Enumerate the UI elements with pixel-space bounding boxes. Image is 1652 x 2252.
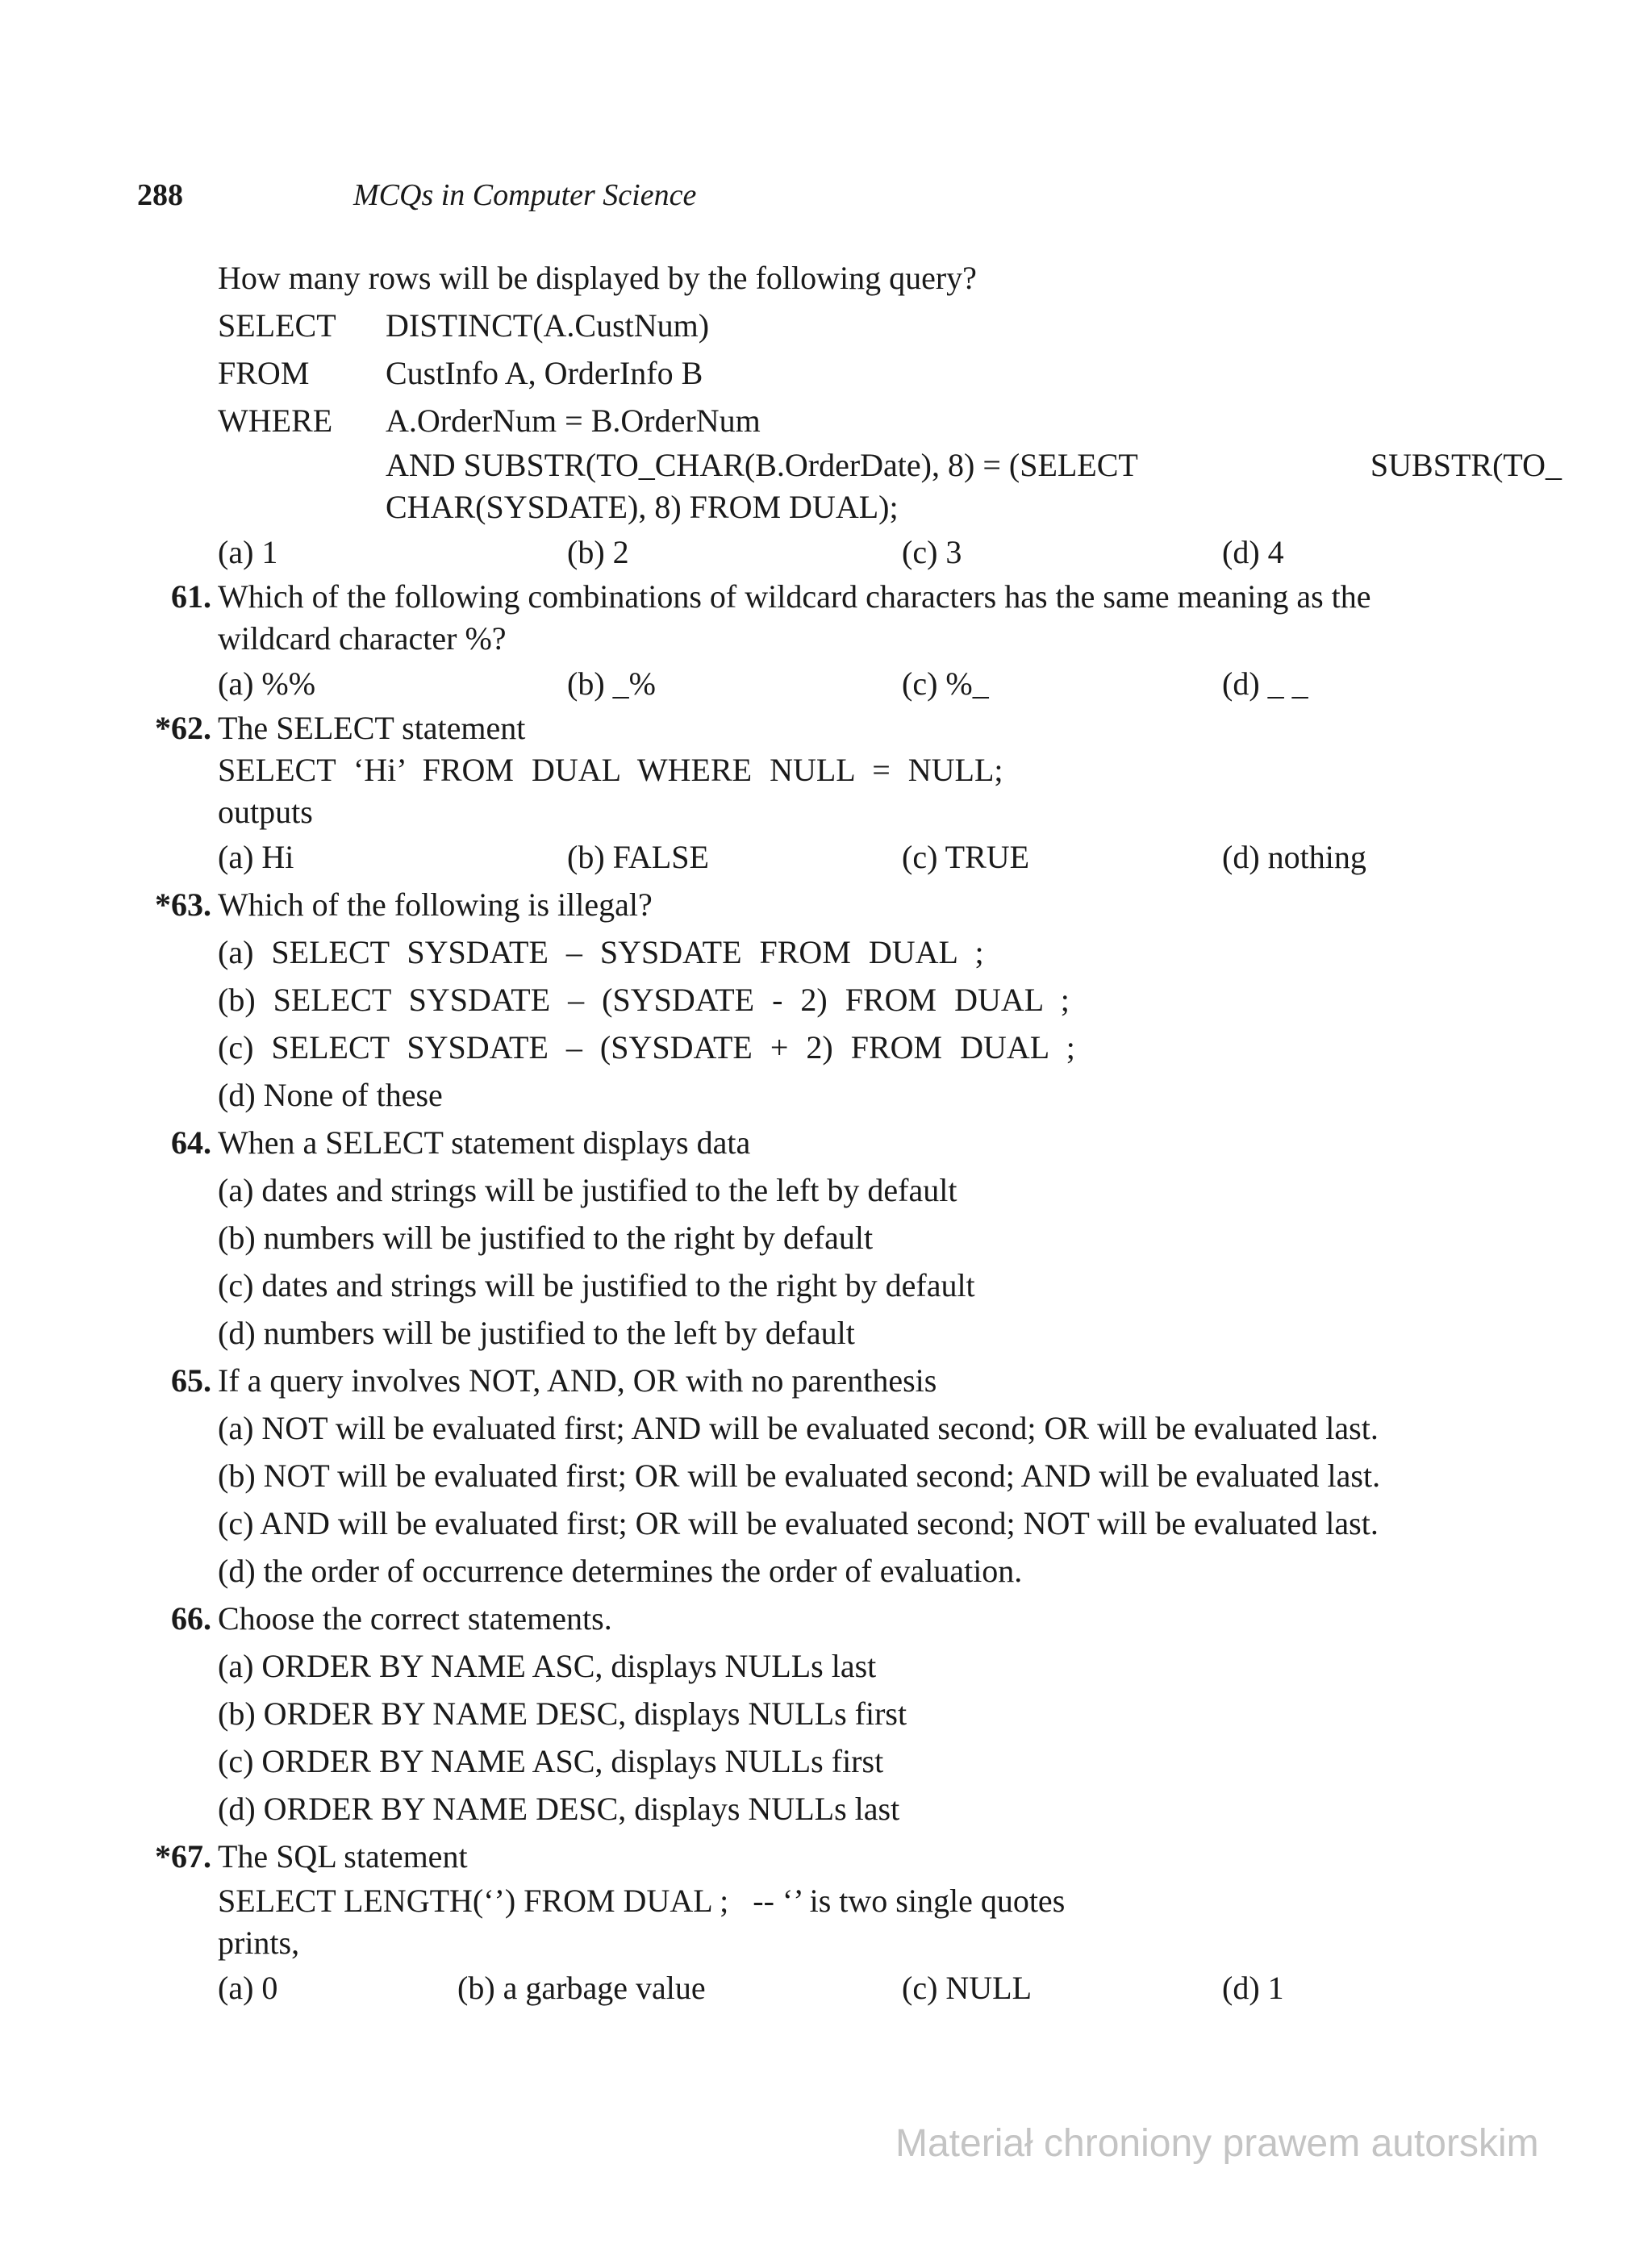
question-text: Which of the following combinations of wildcard characters has the same meaning as the — [218, 578, 1371, 615]
sql-from-line — [0, 349, 1652, 397]
question-text: If a query involves NOT, AND, OR with no parenthesis — [218, 1362, 937, 1399]
question-63-option-b: (b) SELECT SYSDATE – (SYSDATE - 2) FROM DUAL ; — [218, 982, 1070, 1018]
question-66-option-b: (b) ORDER BY NAME DESC, displays NULLs first — [218, 1695, 907, 1732]
question-62-code: SELECT ‘Hi’ FROM DUAL WHERE NULL = NULL; — [218, 752, 1003, 788]
question-64-option-a: (a) dates and strings will be justified to the left by default — [218, 1172, 957, 1208]
option-a: (a) %% — [218, 665, 316, 702]
question-64-option-b: (b) numbers will be justified to the right by default — [218, 1220, 874, 1256]
question-60-intro: How many rows will be displayed by the following query? — [218, 260, 977, 296]
question-62-options — [0, 833, 1652, 881]
option-a: (a) Hi — [218, 839, 294, 875]
question-text: The SELECT statement — [218, 710, 526, 746]
question-63-option-c: (c) SELECT SYSDATE – (SYSDATE + 2) FROM DUAL ; — [218, 1029, 1075, 1066]
sql-from-value: CustInfo A, OrderInfo B — [386, 355, 703, 391]
option-a: (a) 0 — [218, 1970, 278, 2006]
question-text: Choose the correct statements. — [218, 1600, 612, 1637]
option-b: (b) a garbage value — [457, 1970, 706, 2006]
question-62-cont: outputs — [218, 794, 313, 830]
option-b: (b) FALSE — [567, 839, 709, 875]
question-text: When a SELECT statement displays data — [218, 1124, 751, 1161]
option-c: (c) 3 — [902, 534, 962, 570]
option-b: (b) _% — [567, 665, 656, 702]
option-c: (c) TRUE — [902, 839, 1030, 875]
option-c: (c) NULL — [902, 1970, 1032, 2006]
sql-select-value: DISTINCT(A.CustNum) — [386, 307, 710, 344]
question-60-options — [0, 528, 1652, 576]
question-64-option-c: (c) dates and strings will be justified to the right by default — [218, 1267, 975, 1303]
question-number: *63. — [155, 886, 211, 923]
sql-keyword-where: WHERE — [218, 402, 333, 439]
question-number: *62. — [155, 710, 211, 746]
question-66-option-a: (a) ORDER BY NAME ASC, displays NULLs last — [218, 1648, 877, 1684]
question-66 — [0, 1595, 1652, 1642]
question-63-option-d: (d) None of these — [218, 1077, 443, 1113]
sql-and-line-2: CHAR(SYSDATE), 8) FROM DUAL); — [386, 489, 899, 525]
question-63 — [0, 881, 1652, 928]
question-66-option-c: (c) ORDER BY NAME ASC, displays NULLs first — [218, 1743, 884, 1779]
option-d: (d) _ _ — [1222, 665, 1308, 702]
question-65-option-b: (b) NOT will be evaluated first; OR will be evaluated second; AND will be evaluated last. — [218, 1458, 1381, 1494]
question-61-options — [0, 660, 1652, 707]
question-64-option-d: (d) numbers will be justified to the left by default — [218, 1315, 855, 1351]
question-63-option-a: (a) SELECT SYSDATE – SYSDATE FROM DUAL ; — [218, 934, 984, 970]
question-67-code: SELECT LENGTH(‘’) FROM DUAL ; -- ‘’ is two single quotes — [218, 1883, 1066, 1919]
question-67-cont: prints, — [218, 1925, 300, 1961]
sql-keyword-from: FROM — [218, 355, 310, 391]
page-header — [137, 177, 696, 213]
question-text: The SQL statement — [218, 1838, 468, 1875]
question-67-options — [0, 1964, 1652, 2012]
sql-where-value: A.OrderNum = B.OrderNum — [386, 402, 761, 439]
question-62 — [0, 707, 1652, 749]
question-61 — [0, 576, 1652, 618]
page-number: 288 — [137, 178, 183, 212]
option-d: (d) nothing — [1222, 839, 1366, 875]
question-67 — [0, 1833, 1652, 1880]
question-number: 64. — [171, 1124, 211, 1161]
option-d: (d) 1 — [1222, 1970, 1284, 2006]
question-65 — [0, 1357, 1652, 1404]
question-number: *67. — [155, 1838, 211, 1875]
option-d: (d) 4 — [1222, 534, 1284, 570]
page-content — [0, 254, 1652, 2012]
question-66-option-d: (d) ORDER BY NAME DESC, displays NULLs last — [218, 1791, 900, 1827]
sql-keyword-select: SELECT — [218, 307, 336, 344]
sql-and-line-1: AND SUBSTR(TO_CHAR(B.OrderDate), 8) = (SELECT SUBSTR(TO_ — [386, 447, 1562, 483]
question-64 — [0, 1119, 1652, 1166]
option-b: (b) 2 — [567, 534, 629, 570]
question-text: Which of the following is illegal? — [218, 886, 653, 923]
question-number: 65. — [171, 1362, 211, 1399]
option-a: (a) 1 — [218, 534, 278, 570]
question-61-cont: wildcard character %? — [218, 620, 507, 657]
question-65-option-c: (c) AND will be evaluated first; OR will be evaluated second; NOT will be evaluated last. — [218, 1505, 1379, 1541]
question-65-option-a: (a) NOT will be evaluated first; AND will be evaluated second; OR will be evaluated last. — [218, 1410, 1379, 1446]
sql-where-line — [0, 397, 1652, 444]
question-65-option-d: (d) the order of occurrence determines the order of evaluation. — [218, 1553, 1023, 1589]
running-title: MCQs in Computer Science — [353, 178, 697, 212]
question-number: 66. — [171, 1600, 211, 1637]
sql-select-line — [0, 302, 1652, 349]
option-c: (c) %_ — [902, 665, 989, 702]
question-number: 61. — [171, 578, 211, 615]
copyright-watermark: Materiał chroniony prawem autorskim — [895, 2122, 1539, 2165]
